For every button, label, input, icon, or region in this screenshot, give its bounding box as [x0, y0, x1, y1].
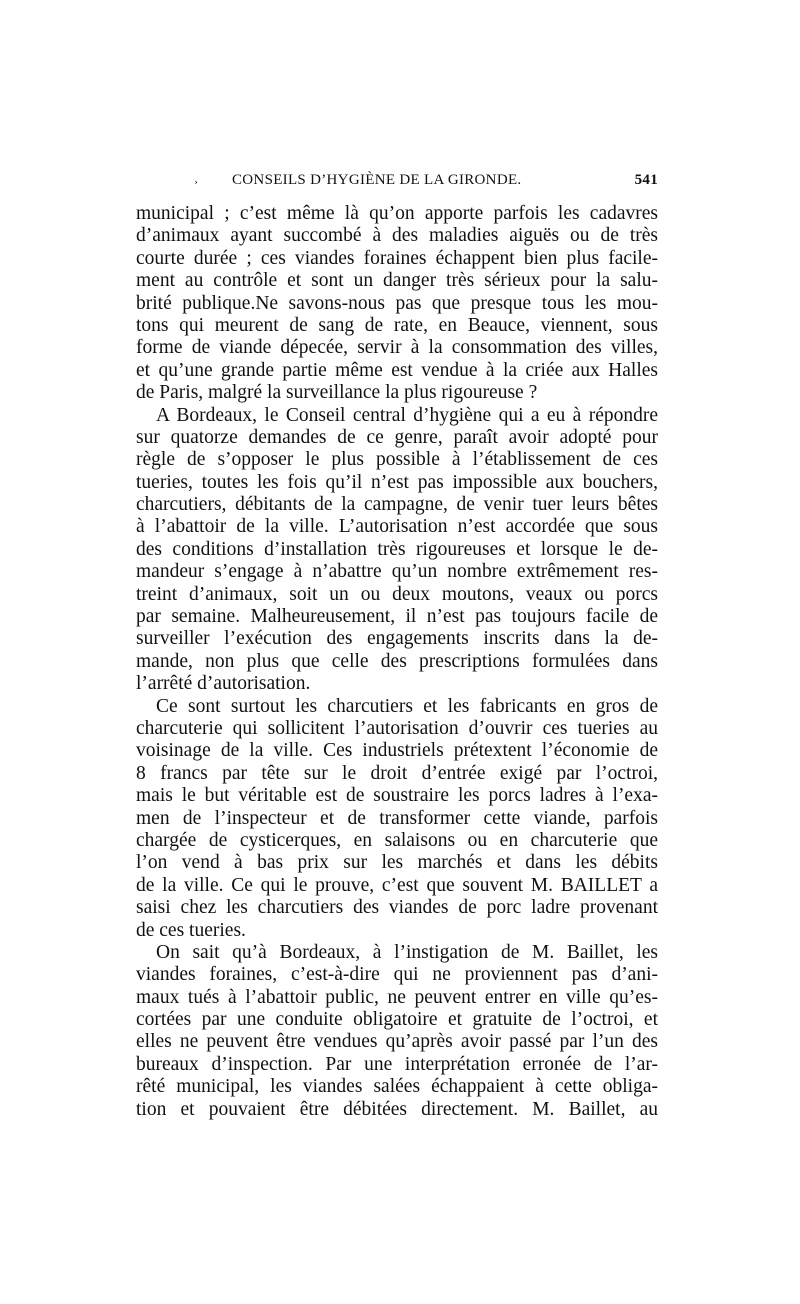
text-line: mais le but véritable est de soustraire les porcs ladres à l’exa-: [136, 785, 658, 807]
text-line: A Bordeaux, le Conseil central d’hygiène qui a eu à répondre: [156, 404, 658, 426]
text-line: d’animaux ayant succombé à des maladies aiguës ou de très: [136, 225, 658, 247]
text-line: tion et pouvaient être débitées directement. M. Baillet, au: [136, 1098, 658, 1120]
text-line: charcutiers, débitants de la campagne, de venir tuer leurs bêtes: [136, 494, 658, 516]
text-line: forme de viande dépecée, servir à la consommation des villes,: [136, 337, 658, 359]
text-line: On sait qu’à Bordeaux, à l’instigation de M. Baillet, les: [156, 941, 658, 963]
running-title: CONSEILS D’HYGIÈNE DE LA GIRONDE.: [232, 172, 522, 188]
text-line: mande, non plus que celle des prescriptions formulées dans: [136, 650, 658, 672]
text-line: viandes foraines, c’est-à-dire qui ne proviennent pas d’ani-: [136, 964, 658, 986]
text-line: rêté municipal, les viandes salées échappaient à cette obliga-: [136, 1076, 658, 1098]
text-line: chargée de cysticerques, en salaisons ou en charcuterie que: [136, 829, 658, 851]
text-line: et qu’une grande partie même est vendue à la criée aux Halles: [136, 359, 658, 381]
text-line: elles ne peuvent être vendues qu’après avoir passé par l’un des: [136, 1031, 658, 1053]
text-line: règle de s’opposer le plus possible à l’établissement de ces: [136, 449, 658, 471]
text-line: maux tués à l’abattoir public, ne peuvent entrer en ville qu’es-: [136, 986, 658, 1008]
text-line: par semaine. Malheureusement, il n’est pas toujours facile de: [136, 606, 658, 628]
text-line: de la ville. Ce qui le prouve, c’est que souvent M. BAILLET a: [136, 874, 658, 896]
text-line: tueries, toutes les fois qu’il n’est pas impossible aux bouchers,: [136, 471, 658, 493]
text-line: voisinage de la ville. Ces industriels prétextent l’économie de: [136, 740, 658, 762]
running-header: [136, 172, 658, 196]
text-line: treint d’animaux, soit un ou deux moutons, veaux ou porcs: [136, 583, 658, 605]
text-line: surveiller l’exécution des engagements inscrits dans la de-: [136, 628, 658, 650]
text-line: tons qui meurent de sang de rate, en Beauce, viennent, sous: [136, 314, 658, 336]
text-line: brité publique.Ne savons-nous pas que presque tous les mou-: [136, 292, 658, 314]
text-line: charcuterie qui sollicitent l’autorisation d’ouvrir ces tueries au: [136, 717, 658, 739]
text-line: l’on vend à bas prix sur les marchés et dans les débits: [136, 852, 658, 874]
text-line: municipal ; c’est même là qu’on apporte parfois les cadavres: [136, 203, 658, 224]
text-line: sur quatorze demandes de ce genre, paraît avoir adopté pour: [136, 426, 658, 448]
text-line: l’arrêté d’autorisation.: [136, 673, 311, 695]
header-mark: ¸: [194, 170, 199, 184]
text-line: de ces tueries.: [136, 919, 246, 941]
body-text: [136, 203, 658, 1121]
text-line: ment au contrôle et sont un danger très sérieux pour la salu-: [136, 270, 658, 292]
text-line: saisi chez les charcutiers des viandes de porc ladre provenant: [136, 897, 658, 919]
page-number: 541: [634, 172, 658, 188]
text-line: mandeur s’engage à n’abattre qu’un nombre extrêmement res-: [136, 561, 658, 583]
text-line: Ce sont surtout les charcutiers et les fabricants en gros de: [156, 695, 658, 717]
text-line: 8 francs par tête sur le droit d’entrée exigé par l’octroi,: [136, 762, 658, 784]
text-line: courte durée ; ces viandes foraines échappent bien plus facile-: [136, 247, 658, 269]
text-line: men de l’inspecteur et de transformer cette viande, parfois: [136, 807, 658, 829]
text-line: des conditions d’installation très rigoureuses et lorsque le de-: [136, 538, 658, 560]
text-line: bureaux d’inspection. Par une interprétation erronée de l’ar-: [136, 1053, 658, 1075]
text-line: à l’abattoir de la ville. L’autorisation n’est accordée que sous: [136, 516, 658, 538]
text-line: de Paris, malgré la surveillance la plus rigoureuse ?: [136, 382, 538, 404]
text-line: cortées par une conduite obligatoire et gratuite de l’octroi, et: [136, 1009, 658, 1031]
